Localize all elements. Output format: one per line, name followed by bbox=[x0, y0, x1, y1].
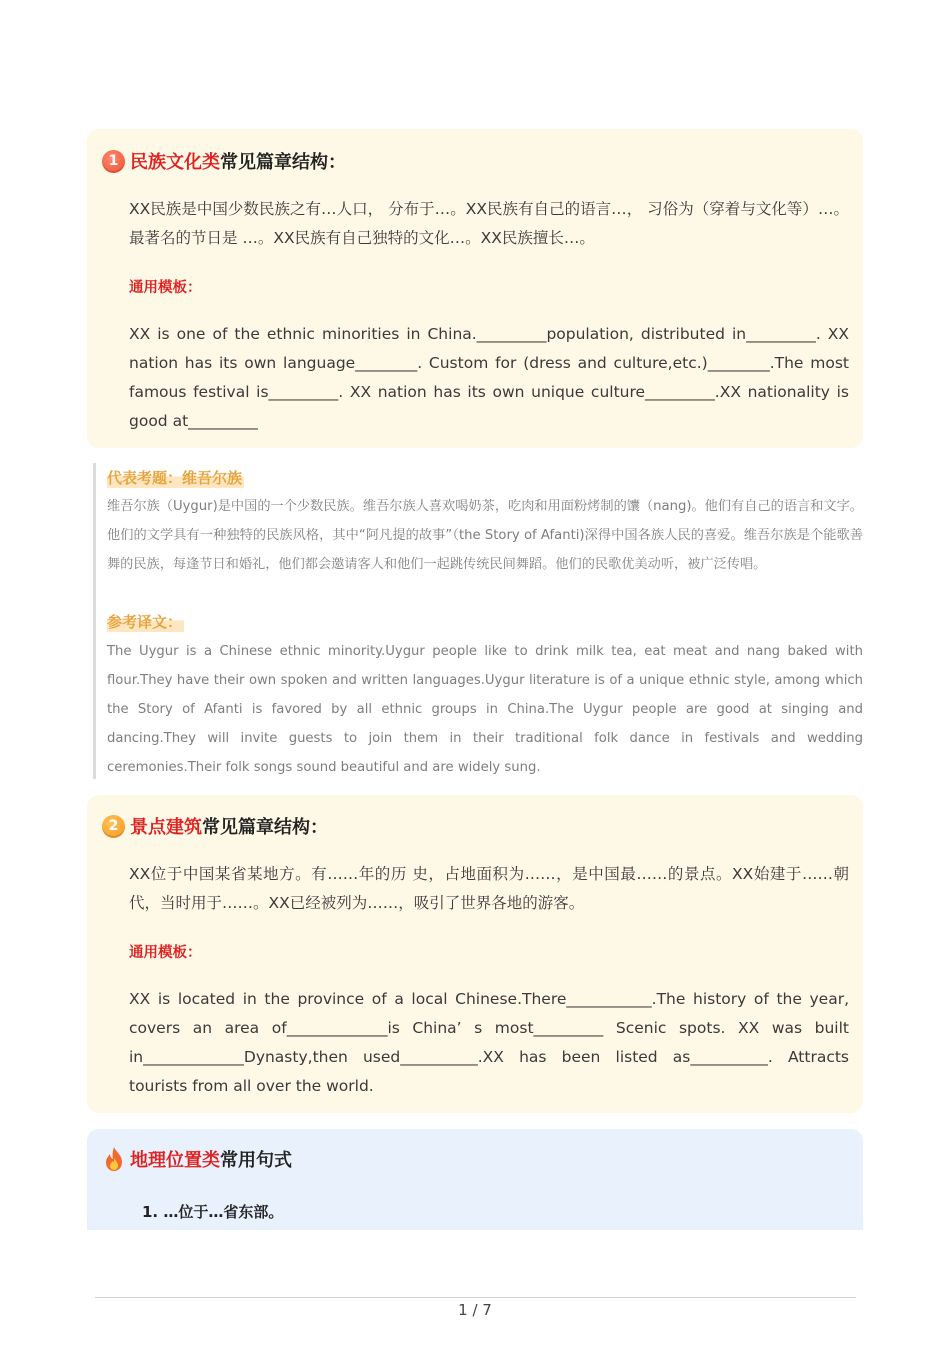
section-3-title-rest: 常用句式 bbox=[220, 1150, 292, 1171]
number-badge-icon: 2 bbox=[102, 815, 125, 838]
section-2-heading bbox=[102, 813, 328, 839]
section-2-template-label: 通用模板： bbox=[129, 945, 202, 961]
list-item: 1. …位于…省东部。 bbox=[142, 1203, 284, 1221]
footer-divider bbox=[95, 1297, 856, 1298]
section-2-template-text: XX is located in the province of a local Chinese.There___________.The history of the year, covers an area of_____________is China’ s most_________ Scenic spots. XX was built in_____________Dynasty,then used__________.XX has been listed as__________. Attracts tourists from all over the world. bbox=[129, 990, 849, 1095]
section-1-card bbox=[87, 129, 863, 448]
page-number: 1 / 7 bbox=[458, 1301, 492, 1319]
section-2-card bbox=[87, 795, 863, 1113]
section-2-structure-text: XX位于中国某省某地方。有……年的历 史，占地面积为……，是中国最……的景点。XX始建于……朝代，当时用于……。XX已经被列为……，吸引了世界各地的游客。 bbox=[129, 865, 849, 912]
section-1-heading bbox=[102, 148, 346, 174]
example-label: 代表考题：维吾尔族 bbox=[107, 469, 243, 487]
example-text: 维吾尔族（Uygur)是中国的一个少数民族。维吾尔族人喜欢喝奶茶，吃肉和用面粉烤制的馕（nang)。他们有自己的语言和文字。他们的文学具有一种独特的民族风格，其中“阿凡提的故事”（the Story of Afanti)深得中国各族人民的喜爱。维吾尔族是个能歌善舞的民族，每逢节日和婚礼，他们都会邀请客人和他们一起跳传统民间舞蹈。他们的民歌优美动听，被广泛传唱。 bbox=[107, 499, 863, 572]
fire-icon bbox=[102, 1146, 126, 1172]
section-1-template-label: 通用模板： bbox=[129, 280, 202, 296]
section-1-template-text: XX is one of the ethnic minorities in China._________population, distributed in_________. XX nation has its own language________. Custom for (dress and culture,etc.)________.The most famous festival is_________. XX nation has its own unique culture_________.XX nationality is good at_________ bbox=[129, 325, 849, 430]
section-1-title-rest: 常见篇章结构： bbox=[220, 152, 346, 173]
translation-text: The Uygur is a Chinese ethnic minority.Uygur people like to drink milk tea, eat meat and nang baked with flour.They have their own spoken and written languages.Uygur literature is of a unique ethnic style, among which the Story of Afanti is favored by all ethnic groups in China.The Uygur people are good at singing and dancing.They will invite guests to join them in their traditional folk dance in festivals and wedding ceremonies.Their folk songs sound beautiful and are widely sung. bbox=[107, 644, 863, 775]
section-2-title-rest: 常见篇章结构： bbox=[202, 817, 328, 838]
example-quote-block bbox=[93, 463, 863, 779]
section-2-title-accent: 景点建筑 bbox=[130, 817, 202, 838]
number-badge-icon: 1 bbox=[102, 150, 125, 173]
section-3-heading bbox=[102, 1146, 292, 1172]
section-3-card bbox=[87, 1129, 863, 1230]
section-3-title-accent: 地理位置类 bbox=[130, 1150, 220, 1171]
section-1-structure-text: XX民族是中国少数民族之有…人口， 分布于…。XX民族有自己的语言…， 习俗为（穿着与文化等）…。最著名的节日是 …。XX民族有自己独特的文化…。XX民族擅长…。 bbox=[129, 200, 849, 247]
translation-label: 参考译文： bbox=[107, 613, 183, 631]
section-1-title-accent: 民族文化类 bbox=[130, 152, 220, 173]
